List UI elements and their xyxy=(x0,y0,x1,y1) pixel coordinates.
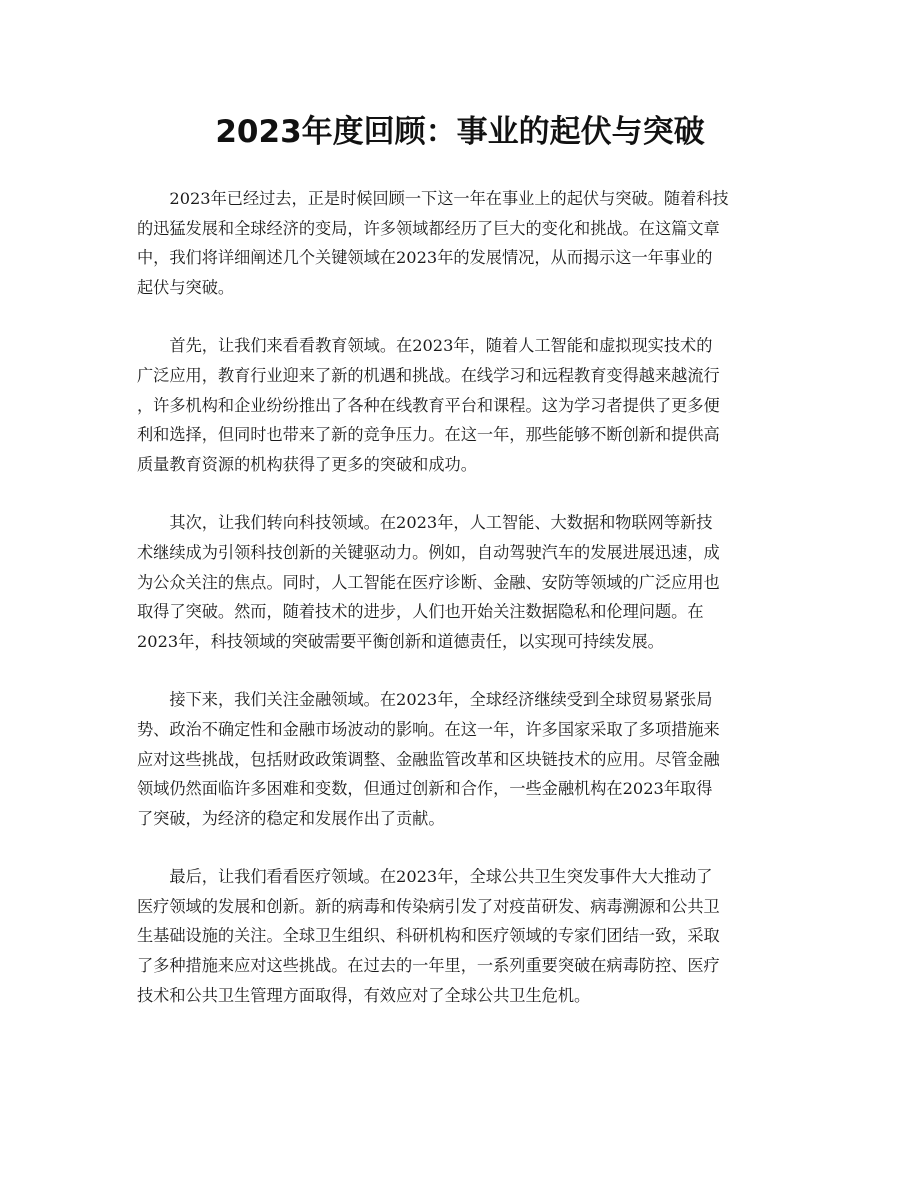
paragraph-line: 广泛应用，教育行业迎来了新的机遇和挑战。在线学习和远程教育变得越来越流行 xyxy=(137,365,720,385)
paragraph-line: 最后，让我们看看医疗领域。在2023年，全球公共卫生突发事件大大推动了 xyxy=(169,867,713,887)
paragraph-finance xyxy=(137,685,787,833)
paragraph-line: 势、政治不确定性和金融市场波动的影响。在这一年，许多国家采取了多项措施来 xyxy=(137,719,720,739)
paragraph-line: 2023年，科技领域的突破需要平衡创新和道德责任，以实现可持续发展。 xyxy=(137,631,664,651)
paragraph-education xyxy=(137,331,787,479)
document-title: 2023年度回顾：事业的起伏与突破 xyxy=(215,114,705,150)
paragraph-line: 技术和公共卫生管理方面取得，有效应对了全球公共卫生危机。 xyxy=(137,985,591,1005)
paragraph-line: 的迅猛发展和全球经济的变局，许多领域都经历了巨大的变化和挑战。在这篇文章 xyxy=(137,218,720,238)
paragraph-healthcare xyxy=(137,862,787,1010)
paragraph-line: 为公众关注的焦点。同时，人工智能在医疗诊断、金融、安防等领域的广泛应用也 xyxy=(137,572,720,592)
paragraph-intro xyxy=(137,184,787,302)
paragraph-line: 首先，让我们来看看教育领域。在2023年，随着人工智能和虚拟现实技术的 xyxy=(169,336,713,356)
paragraph-line: 质量教育资源的机构获得了更多的突破和成功。 xyxy=(137,454,477,474)
document-body xyxy=(137,184,787,1039)
paragraph-line: ，许多机构和企业纷纷推出了各种在线教育平台和课程。这为学习者提供了更多便 xyxy=(137,395,720,415)
paragraph-line: 术继续成为引领科技创新的关键驱动力。例如，自动驾驶汽车的发展进展迅速，成 xyxy=(137,542,720,562)
paragraph-technology xyxy=(137,508,787,656)
paragraph-line: 中，我们将详细阐述几个关键领域在2023年的发展情况，从而揭示这一年事业的 xyxy=(137,248,713,268)
paragraph-line: 医疗领域的发展和创新。新的病毒和传染病引发了对疫苗研发、病毒溯源和公共卫 xyxy=(137,896,720,916)
paragraph-line: 取得了突破。然而，随着技术的进步，人们也开始关注数据隐私和伦理问题。在 xyxy=(137,602,704,622)
paragraph-line: 领域仍然面临许多困难和变数，但通过创新和合作，一些金融机构在2023年取得 xyxy=(137,779,713,799)
paragraph-line: 2023年已经过去，正是时候回顾一下这一年在事业上的起伏与突破。随着科技 xyxy=(169,189,729,208)
paragraph-line: 了突破，为经济的稳定和发展作出了贡献。 xyxy=(137,808,445,828)
paragraph-line: 接下来，我们关注金融领域。在2023年，全球经济继续受到全球贸易紧张局 xyxy=(169,690,713,710)
paragraph-line: 利和选择，但同时也带来了新的竞争压力。在这一年，那些能够不断创新和提供高 xyxy=(137,425,720,445)
paragraph-line: 起伏与突破。 xyxy=(137,277,235,297)
paragraph-line: 了多种措施来应对这些挑战。在过去的一年里，一系列重要突破在病毒防控、医疗 xyxy=(137,956,720,976)
paragraph-line: 其次，让我们转向科技领域。在2023年，人工智能、大数据和物联网等新技 xyxy=(169,513,713,533)
paragraph-line: 应对这些挑战，包括财政政策调整、金融监管改革和区块链技术的应用。尽管金融 xyxy=(137,749,720,769)
paragraph-line: 生基础设施的关注。全球卫生组织、科研机构和医疗领域的专家们团结一致，采取 xyxy=(137,926,720,946)
